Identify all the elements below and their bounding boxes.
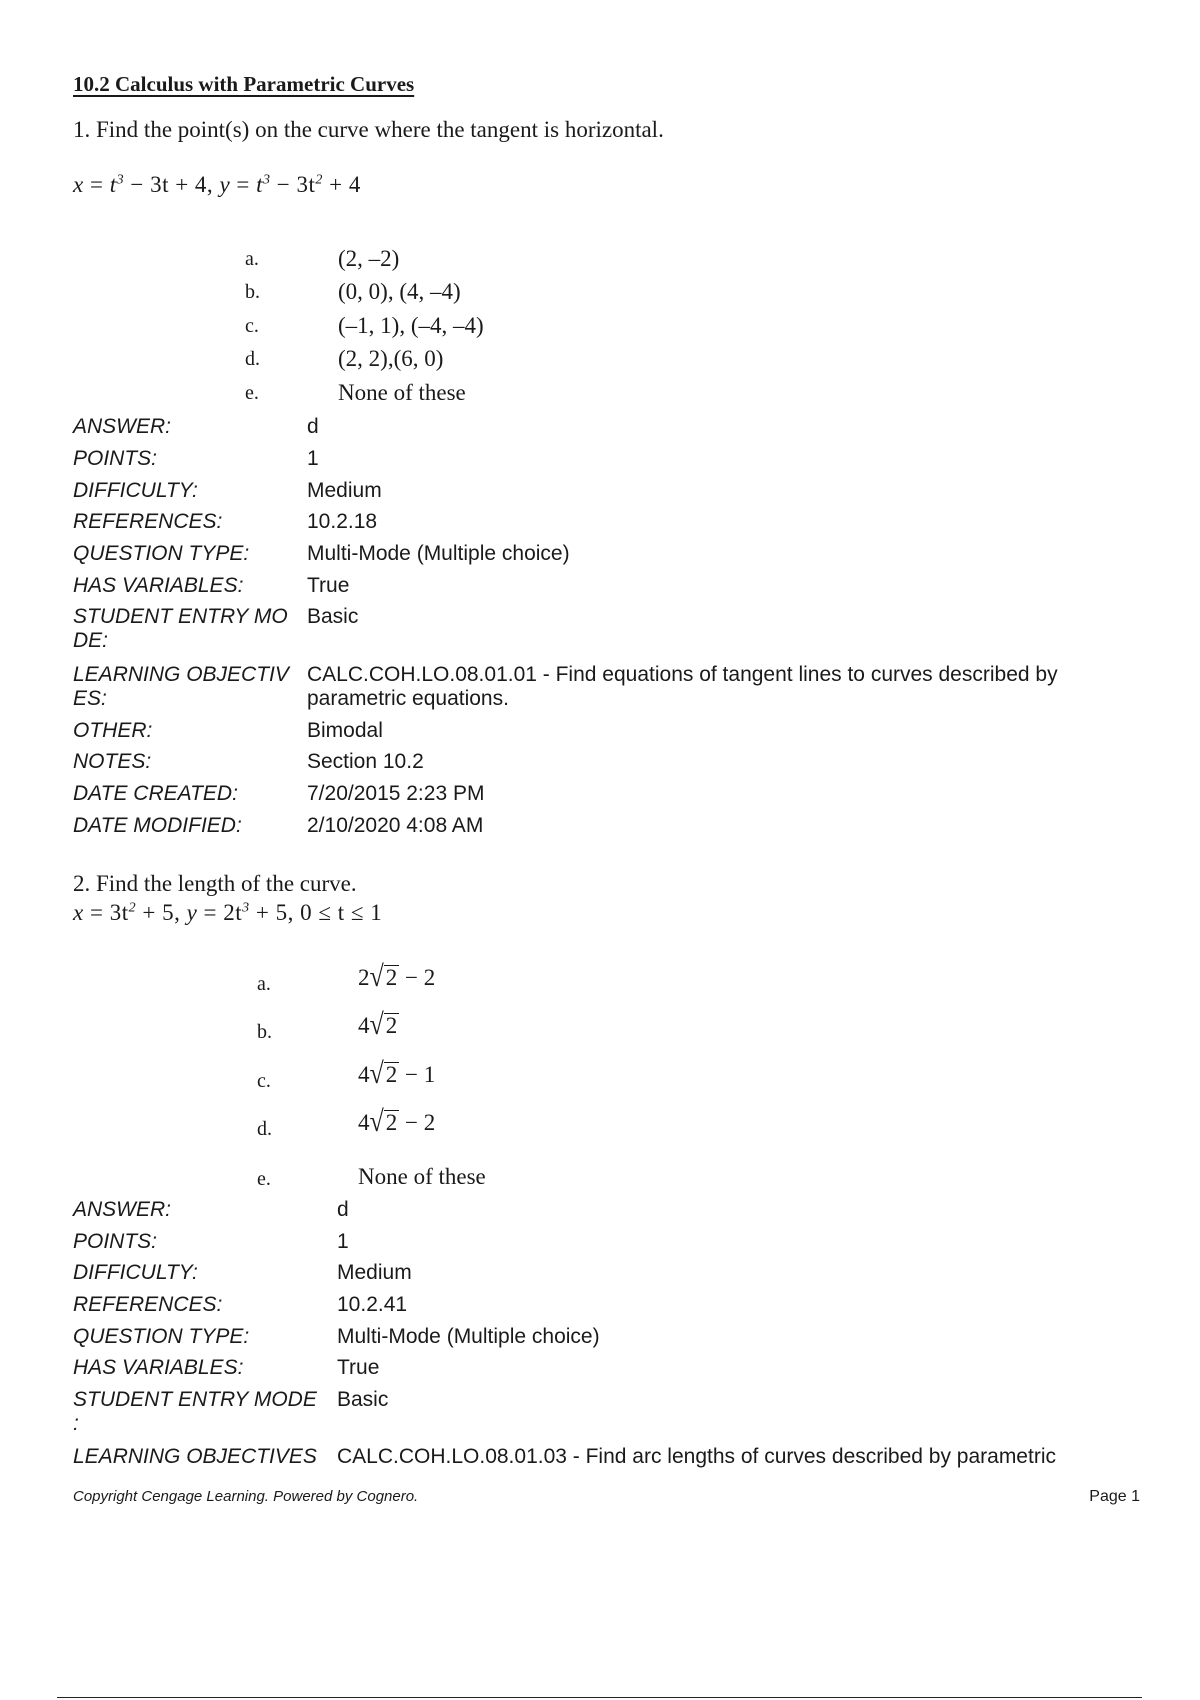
q1-choice-b-text: (0, 0), (4, –4) bbox=[338, 279, 461, 304]
q1-other-label: OTHER: bbox=[73, 719, 153, 742]
q2-learning-objectives-value: CALC.COH.LO.08.01.03 - Find arc lengths of curves described by parametric bbox=[337, 1445, 1056, 1468]
q1-difficulty-label: DIFFICULTY: bbox=[73, 479, 198, 502]
q1-answer-value: d bbox=[307, 415, 319, 438]
q2-choice-c-text: 4 √ 2 − 1 bbox=[358, 1056, 436, 1091]
q2-choice-d-text: 4 √ 2 − 2 bbox=[358, 1104, 436, 1139]
sqrt-icon: √ bbox=[369, 959, 384, 994]
q1-has-variables-label: HAS VARIABLES: bbox=[73, 574, 244, 597]
q2-difficulty-value: Medium bbox=[337, 1261, 412, 1284]
q1-choice-a-text: (2, –2) bbox=[338, 246, 400, 271]
section-title: 10.2 Calculus with Parametric Curves bbox=[73, 72, 415, 96]
q2-question-type-label: QUESTION TYPE: bbox=[73, 1325, 250, 1348]
q1-other-value: Bimodal bbox=[307, 719, 383, 742]
q1-notes-label: NOTES: bbox=[73, 750, 152, 773]
q1-choice-a-letter: a. bbox=[245, 248, 259, 270]
q1-choice-d-text: (2, 2),(6, 0) bbox=[338, 346, 444, 371]
q2-answer-value: d bbox=[337, 1198, 349, 1221]
q2-choice-b-letter: b. bbox=[257, 1021, 272, 1043]
q2-points-value: 1 bbox=[337, 1230, 349, 1253]
sqrt-icon: √ bbox=[369, 1104, 384, 1139]
question-1-prompt: 1. Find the point(s) on the curve where the tangent is horizontal. bbox=[73, 117, 664, 142]
q2-choice-a-text: 2 √ 2 − 2 bbox=[358, 959, 436, 994]
q1-has-variables-value: True bbox=[307, 574, 350, 597]
question-1-equation: $x = t^3 - 3t + 4$, $y = t^3 - 3t^2 + 4$ bbox=[73, 172, 361, 197]
q1-choice-c-text: (–1, 1), (–4, –4) bbox=[338, 313, 484, 338]
q1-choice-d-letter: d. bbox=[245, 348, 260, 370]
q1-references-label: REFERENCES: bbox=[73, 510, 223, 533]
q2-has-variables-value: True bbox=[337, 1356, 380, 1379]
q2-references-label: REFERENCES: bbox=[73, 1293, 223, 1316]
q1-difficulty-value: Medium bbox=[307, 479, 382, 502]
q2-difficulty-label: DIFFICULTY: bbox=[73, 1261, 198, 1284]
q1-date-modified-value: 2/10/2020 4:08 AM bbox=[307, 814, 484, 837]
q1-references-value: 10.2.18 bbox=[307, 510, 378, 533]
q2-student-entry-label: STUDENT ENTRY MODE : bbox=[73, 1388, 317, 1435]
q2-learning-objectives-label: LEARNING OBJECTIVES bbox=[73, 1445, 317, 1468]
q2-choice-b-text: 4 √ 2 bbox=[358, 1007, 398, 1042]
q1-date-created-value: 7/20/2015 2:23 PM bbox=[307, 782, 485, 805]
q1-choice-c-letter: c. bbox=[245, 315, 259, 337]
q1-points-value: 1 bbox=[307, 447, 319, 470]
sqrt-icon: √ bbox=[369, 1056, 384, 1091]
q1-choice-e-letter: e. bbox=[245, 382, 259, 404]
q2-choice-e-letter: e. bbox=[257, 1168, 271, 1190]
q1-student-entry-value: Basic bbox=[307, 605, 359, 628]
q2-choice-d-letter: d. bbox=[257, 1118, 272, 1140]
q1-date-modified-label: DATE MODIFIED: bbox=[73, 814, 242, 837]
q2-references-value: 10.2.41 bbox=[337, 1293, 408, 1316]
question-2-prompt: 2. Find the length of the curve. bbox=[73, 871, 357, 896]
q1-learning-objectives-value: CALC.COH.LO.08.01.01 - Find equations of tangent lines to curves described by parametric equations. bbox=[307, 663, 1058, 710]
q1-student-entry-label: STUDENT ENTRY MO DE: bbox=[73, 605, 288, 652]
page-divider bbox=[57, 1697, 1142, 1698]
q1-learning-objectives-label: LEARNING OBJECTIV ES: bbox=[73, 663, 289, 710]
q1-choice-e-text: None of these bbox=[338, 380, 466, 405]
q2-choice-c-letter: c. bbox=[257, 1070, 271, 1092]
q2-choice-e-text: None of these bbox=[358, 1164, 486, 1189]
q2-question-type-value: Multi-Mode (Multiple choice) bbox=[337, 1325, 600, 1348]
q2-answer-label: ANSWER: bbox=[73, 1198, 172, 1221]
q1-answer-label: ANSWER: bbox=[73, 415, 172, 438]
q1-question-type-label: QUESTION TYPE: bbox=[73, 542, 250, 565]
q1-notes-value: Section 10.2 bbox=[307, 750, 424, 773]
question-2-equation: $x = 3t^2 + 5$, $y = 2t^3 + 5$, 0 ≤ t ≤ 1 bbox=[73, 900, 383, 925]
q1-date-created-label: DATE CREATED: bbox=[73, 782, 238, 805]
q2-points-label: POINTS: bbox=[73, 1230, 158, 1253]
q1-choice-b-letter: b. bbox=[245, 281, 260, 303]
q1-points-label: POINTS: bbox=[73, 447, 158, 470]
q2-has-variables-label: HAS VARIABLES: bbox=[73, 1356, 244, 1379]
page-number: Page 1 bbox=[1089, 1488, 1140, 1505]
q2-choice-a-letter: a. bbox=[257, 973, 271, 995]
footer-copyright: Copyright Cengage Learning. Powered by Cognero. bbox=[73, 1488, 419, 1505]
q2-student-entry-value: Basic bbox=[337, 1388, 389, 1411]
sqrt-icon: √ bbox=[369, 1007, 384, 1042]
q1-question-type-value: Multi-Mode (Multiple choice) bbox=[307, 542, 570, 565]
